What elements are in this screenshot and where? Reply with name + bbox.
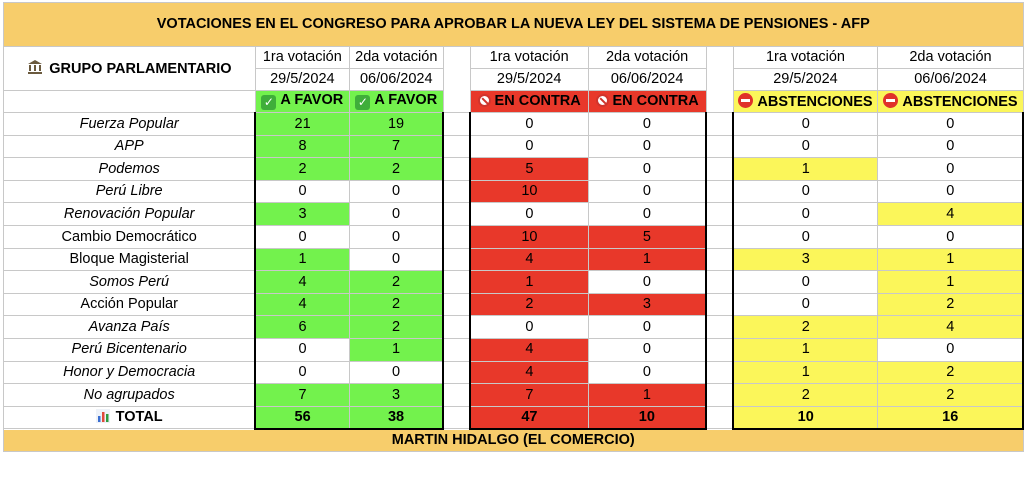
favor-value: 2 (349, 293, 443, 316)
total-favor2: 38 (349, 406, 443, 429)
party-name: Acción Popular (4, 293, 256, 316)
party-name: Bloque Magisterial (4, 248, 256, 271)
favor-header-1 (255, 91, 349, 113)
check-icon: ✓ (261, 95, 276, 110)
favor-value: 0 (255, 225, 349, 248)
favor-label: A FAVOR (374, 92, 438, 108)
table-row (4, 316, 1024, 339)
favor-vote2-date: 06/06/2024 (349, 69, 443, 91)
table-row (4, 135, 1024, 158)
contra-label: EN CONTRA (612, 93, 699, 110)
contra-value: 1 (470, 271, 588, 294)
credit-footer: MARTIN HIDALGO (EL COMERCIO) (4, 429, 1024, 452)
spacer (443, 158, 470, 181)
contra-value: 0 (588, 338, 706, 361)
bank-icon (27, 59, 43, 79)
total-favor1: 56 (255, 406, 349, 429)
abst-value: 3 (733, 248, 878, 271)
abst-value: 4 (878, 316, 1023, 339)
favor-value: 4 (255, 271, 349, 294)
party-name: Renovación Popular (4, 203, 256, 226)
table-row (4, 180, 1024, 203)
favor-value: 0 (255, 338, 349, 361)
contra-vote2-label: 2da votación (588, 47, 706, 69)
contra-label: EN CONTRA (494, 93, 581, 110)
abst-value: 0 (878, 135, 1023, 158)
favor-value: 0 (349, 225, 443, 248)
abst-vote2-label: 2da votación (878, 47, 1023, 69)
total-contra1: 47 (470, 406, 588, 429)
abst-value: 0 (733, 180, 878, 203)
table-title: VOTACIONES EN EL CONGRESO PARA APROBAR LA NUEVA LEY DEL SISTEMA DE PENSIONES - AFP (4, 3, 1024, 47)
abst-value: 0 (878, 225, 1023, 248)
spacer (706, 158, 733, 181)
total-label: TOTAL (115, 408, 163, 425)
favor-value: 0 (349, 180, 443, 203)
spacer (706, 361, 733, 384)
abst-vote2-date: 06/06/2024 (878, 69, 1023, 91)
abst-value: 0 (878, 113, 1023, 136)
party-name: Podemos (4, 158, 256, 181)
spacer (443, 180, 470, 203)
party-name: Honor y Democracia (4, 361, 256, 384)
contra-value: 0 (588, 203, 706, 226)
table-row (4, 203, 1024, 226)
contra-value: 0 (588, 113, 706, 136)
contra-value: 4 (470, 338, 588, 361)
spacer (706, 384, 733, 407)
favor-value: 3 (349, 384, 443, 407)
spacer (443, 406, 470, 429)
spacer (443, 225, 470, 248)
favor-value: 7 (255, 384, 349, 407)
favor-value: 1 (255, 248, 349, 271)
contra-value: 0 (588, 361, 706, 384)
party-name: Cambio Democrático (4, 225, 256, 248)
spacer (443, 361, 470, 384)
total-contra2: 10 (588, 406, 706, 429)
contra-value: 1 (588, 384, 706, 407)
party-rows (4, 113, 1024, 407)
table-row (4, 293, 1024, 316)
favor-header-2 (349, 91, 443, 113)
contra-value: 7 (470, 384, 588, 407)
favor-vote1-date: 29/5/2024 (255, 69, 349, 91)
contra-value: 4 (470, 248, 588, 271)
spacer (443, 316, 470, 339)
table-row (4, 113, 1024, 136)
abst-label: ABSTENCIONES (902, 94, 1018, 111)
abst-header-2 (878, 91, 1023, 113)
spacer (706, 225, 733, 248)
spacer (443, 271, 470, 294)
bar-chart-icon (96, 409, 110, 427)
party-name: APP (4, 135, 256, 158)
contra-value: 0 (470, 113, 588, 136)
group-header-label: GRUPO PARLAMENTARIO (49, 60, 232, 77)
spacer (706, 113, 733, 136)
table-row (4, 384, 1024, 407)
abst-value: 0 (733, 271, 878, 294)
votes-table (3, 2, 1024, 452)
spacer (443, 113, 470, 136)
spacer (443, 135, 470, 158)
abst-value: 2 (733, 384, 878, 407)
favor-value: 0 (349, 361, 443, 384)
prohibited-icon (596, 94, 609, 107)
table-row (4, 248, 1024, 271)
group-header (4, 47, 256, 91)
party-name: No agrupados (4, 384, 256, 407)
favor-value: 0 (255, 180, 349, 203)
favor-value: 1 (349, 338, 443, 361)
abst-value: 1 (733, 338, 878, 361)
abst-value: 0 (733, 135, 878, 158)
table-row (4, 338, 1024, 361)
abst-value: 2 (878, 361, 1023, 384)
spacer (706, 135, 733, 158)
abst-vote1-label: 1ra votación (733, 47, 878, 69)
favor-vote2-label: 2da votación (349, 47, 443, 69)
contra-value: 0 (588, 180, 706, 203)
contra-value: 1 (588, 248, 706, 271)
contra-vote1-label: 1ra votación (470, 47, 588, 69)
contra-header-2 (588, 91, 706, 113)
no-entry-icon (738, 93, 753, 108)
favor-value: 2 (349, 316, 443, 339)
abst-label: ABSTENCIONES (757, 94, 873, 111)
abst-value: 0 (733, 203, 878, 226)
table-row (4, 271, 1024, 294)
contra-value: 0 (588, 135, 706, 158)
spacer (443, 203, 470, 226)
header-empty-cell (4, 91, 256, 113)
abst-value: 0 (733, 293, 878, 316)
favor-value: 2 (349, 271, 443, 294)
spacer (706, 338, 733, 361)
contra-value: 10 (470, 180, 588, 203)
spacer (443, 384, 470, 407)
no-entry-icon (883, 93, 898, 108)
table-row (4, 361, 1024, 384)
favor-value: 0 (349, 203, 443, 226)
party-name: Perú Libre (4, 180, 256, 203)
contra-value: 0 (588, 316, 706, 339)
party-name: Somos Perú (4, 271, 256, 294)
abst-value: 2 (733, 316, 878, 339)
abst-value: 1 (733, 361, 878, 384)
prohibited-icon (478, 94, 491, 107)
abst-value: 2 (878, 384, 1023, 407)
favor-value: 0 (349, 248, 443, 271)
abst-value: 0 (878, 180, 1023, 203)
abst-value: 1 (733, 158, 878, 181)
contra-value: 0 (470, 316, 588, 339)
contra-value: 3 (588, 293, 706, 316)
table-row (4, 158, 1024, 181)
total-abst1: 10 (733, 406, 878, 429)
spacer (706, 293, 733, 316)
abst-value: 0 (878, 158, 1023, 181)
spacer (443, 248, 470, 271)
favor-value: 8 (255, 135, 349, 158)
abst-value: 2 (878, 293, 1023, 316)
total-label-cell (4, 406, 256, 429)
contra-value: 4 (470, 361, 588, 384)
favor-value: 2 (255, 158, 349, 181)
spacer (706, 406, 733, 429)
spacer (706, 316, 733, 339)
favor-value: 2 (349, 158, 443, 181)
favor-value: 6 (255, 316, 349, 339)
spacer (443, 338, 470, 361)
abst-header-1 (733, 91, 878, 113)
abst-vote1-date: 29/5/2024 (733, 69, 878, 91)
contra-value: 0 (470, 203, 588, 226)
total-abst2: 16 (878, 406, 1023, 429)
party-name: Perú Bicentenario (4, 338, 256, 361)
contra-value: 10 (470, 225, 588, 248)
favor-vote1-label: 1ra votación (255, 47, 349, 69)
contra-value: 2 (470, 293, 588, 316)
abst-value: 4 (878, 203, 1023, 226)
contra-value: 0 (588, 271, 706, 294)
contra-header-1 (470, 91, 588, 113)
spacer (706, 248, 733, 271)
party-name: Fuerza Popular (4, 113, 256, 136)
table-row (4, 225, 1024, 248)
spacer (706, 271, 733, 294)
spacer (443, 47, 470, 113)
favor-value: 0 (255, 361, 349, 384)
contra-value: 0 (470, 135, 588, 158)
contra-value: 5 (588, 225, 706, 248)
favor-value: 21 (255, 113, 349, 136)
favor-value: 7 (349, 135, 443, 158)
abst-value: 1 (878, 271, 1023, 294)
favor-value: 19 (349, 113, 443, 136)
spacer (443, 293, 470, 316)
favor-label: A FAVOR (280, 92, 344, 108)
abst-value: 0 (878, 338, 1023, 361)
check-icon: ✓ (355, 95, 370, 110)
spacer (706, 203, 733, 226)
party-name: Avanza País (4, 316, 256, 339)
contra-value: 5 (470, 158, 588, 181)
favor-value: 4 (255, 293, 349, 316)
contra-value: 0 (588, 158, 706, 181)
spacer (706, 47, 733, 113)
favor-value: 3 (255, 203, 349, 226)
spacer (706, 180, 733, 203)
contra-vote2-date: 06/06/2024 (588, 69, 706, 91)
abst-value: 1 (878, 248, 1023, 271)
abst-value: 0 (733, 225, 878, 248)
contra-vote1-date: 29/5/2024 (470, 69, 588, 91)
abst-value: 0 (733, 113, 878, 136)
